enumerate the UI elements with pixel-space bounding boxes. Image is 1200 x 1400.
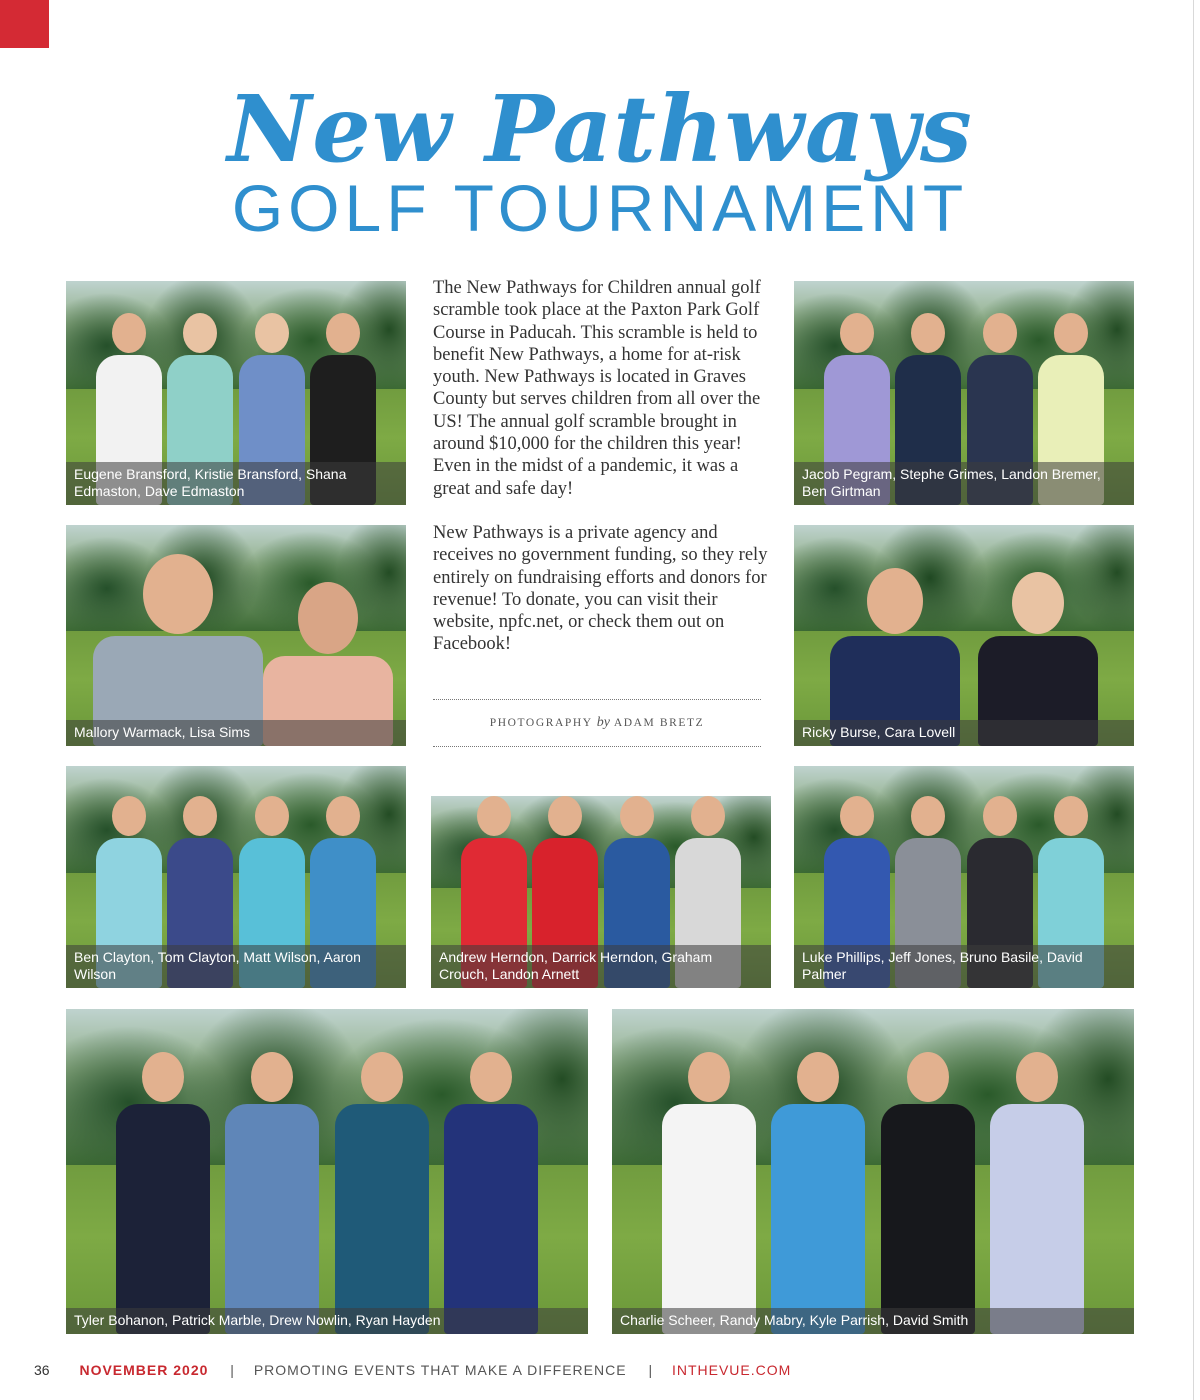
article-body [433,277,773,678]
photo-credit [433,699,761,747]
photo-clayton-wilson [66,766,406,988]
photo-caption: Charlie Scheer, Randy Mabry, Kyle Parrish, David Smith [612,1308,1134,1334]
person [662,1052,756,1334]
photo-caption: Eugene Bransford, Kristie Bransford, Shana Edmaston, Dave Edmaston [66,462,406,505]
photo-pegram-girtman [794,281,1134,505]
credit-name: ADAM BRETZ [613,717,705,729]
issue-date: NOVEMBER 2020 [79,1362,209,1378]
footer-website-link[interactable]: INTHEVUE.COM [671,1362,792,1378]
footer-separator: | [648,1362,653,1378]
photo-scheer-smith [612,1009,1134,1334]
corner-color-tab [0,0,49,48]
photo-caption: Luke Phillips, Jeff Jones, Bruno Basile, David Palmer [794,945,1134,988]
title-main: GOLF TOURNAMENT [231,171,969,245]
photo-caption: Jacob Pegram, Stephe Grimes, Landon Bremer, Ben Girtman [794,462,1134,505]
photo-phillips-palmer [794,766,1134,988]
credit-prefix: PHOTOGRAPHY [489,717,593,729]
photo-caption: Tyler Bohanon, Patrick Marble, Drew Nowlin, Ryan Hayden [66,1308,588,1334]
credit-by: by [596,715,610,730]
person [93,554,263,746]
person [444,1052,538,1334]
page-footer [34,1360,791,1380]
person [881,1052,975,1334]
photo-herndon-crouch-arnett [431,796,771,988]
person [990,1052,1084,1334]
footer-separator: | [230,1362,234,1378]
photo-burse-lovell [794,525,1134,746]
photo-caption: Ben Clayton, Tom Clayton, Matt Wilson, Aaron Wilson [66,945,406,988]
person [116,1052,210,1334]
photo-warmack-sims [66,525,406,746]
title-script: New Pathways [227,75,973,183]
article-paragraph-1: The New Pathways for Children annual golf scramble took place at the Paxton Park Golf Course in Paducah. This scramble is held to benefit New Pathways, a home for at-risk youth. New Pathways is located in Graves County but serves children from all over the US! The annual golf scramble brought in around $10,000 for the children this year! Even in the midst of a pandemic, it was a great and safe day! [433,278,761,499]
photo-bohanon-hayden [66,1009,588,1334]
photo-bransford-edmaston [66,281,406,505]
footer-tagline: PROMOTING EVENTS THAT MAKE A DIFFERENCE [253,1362,627,1378]
person [335,1052,429,1334]
photo-caption: Andrew Herndon, Darrick Herndon, Graham Crouch, Landon Arnett [431,945,771,988]
person [225,1052,319,1334]
article-paragraph-2: New Pathways is a private agency and receives no government funding, so they rely entirely on fundraising efforts and donors for revenue! To donate, you can visit their website, npfc.net, or check them out on Facebook! [433,522,768,655]
photo-group [654,1081,1093,1335]
photo-caption: Ricky Burse, Cara Lovell [794,720,1134,746]
person [771,1052,865,1334]
page-number: 36 [34,1362,50,1378]
photo-group [108,1081,547,1335]
photo-caption: Mallory Warmack, Lisa Sims [66,720,406,746]
